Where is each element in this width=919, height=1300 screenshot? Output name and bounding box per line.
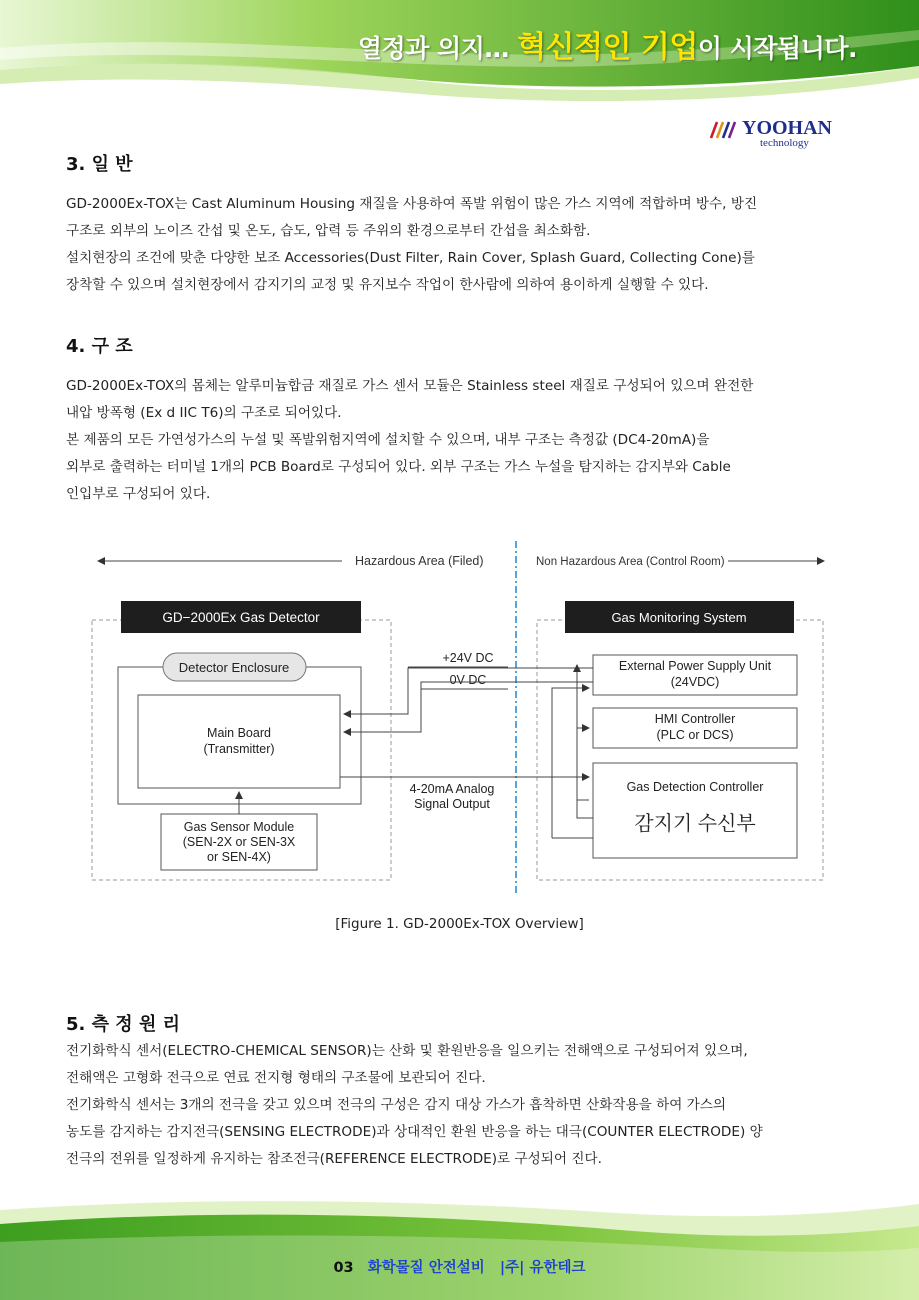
section-structure — [66, 332, 856, 508]
controller-power-arrow — [552, 688, 589, 838]
hazardous-area-label: Hazardous Area (Filed) — [355, 554, 484, 568]
paragraph-line: 전해액은 고형화 전극으로 연료 전지형 형태의 구조물에 보관되어 진다. — [66, 1070, 486, 1086]
overview-diagram — [80, 538, 840, 898]
paragraph-line: 전기화학식 센서는 3개의 전극을 갖고 있으며 전극의 구성은 감지 대상 가스가 흡착하면 산화작용을 하여 가스의 — [66, 1097, 727, 1113]
zero-v-label: 0V DC — [449, 673, 487, 687]
paragraph-line: 구조로 외부의 노이즈 간섭 및 온도, 습도, 압력 등 주위의 환경으로부터 간섭을 최소화함. — [66, 223, 591, 239]
paragraph-line: 전극의 전위를 일정하게 유지하는 참조전극(REFERENCE ELECTRODE)로 구성되어 진다. — [66, 1151, 602, 1167]
signal-output-label: 4-20mA Analog — [409, 782, 495, 796]
gas-controller-label: Gas Detection Controller — [626, 780, 764, 794]
slogan-highlight: 혁신적인 기업 — [517, 30, 698, 65]
paragraph-line: 장착할 수 있으며 설치현장에서 감지기의 교정 및 유지보수 작업이 한사람에 의하여 용이하게 실행할 수 있다. — [66, 277, 709, 293]
sensor-module-line: or SEN-4X) — [207, 850, 271, 864]
slogan-text: 열정과 의지… — [357, 34, 518, 63]
sensor-module-line: Gas Sensor Module — [183, 820, 295, 834]
monitoring-title: Gas Monitoring System — [611, 610, 747, 625]
figure-caption: [Figure 1. GD-2000Ex-TOX Overview] — [335, 916, 584, 932]
power-supply-voltage: (24VDC) — [670, 675, 720, 689]
logo-stripes-icon — [711, 122, 735, 138]
transmitter-label: (Transmitter) — [203, 742, 275, 756]
paragraph-line: 내압 방폭형 (Ex d IIC T6)의 구조로 되어있다. — [66, 405, 342, 421]
footer-text — [0, 1256, 919, 1277]
paragraph-line: 외부로 출력하는 터미널 1개의 PCB Board로 구성되어 있다. 외부 구조는 가스 누설을 탐지하는 감지부와 Cable — [66, 459, 731, 475]
paragraph-line: 농도를 감지하는 감지전극(SENSING ELECTRODE)과 상대적인 환원 반응을 하는 대극(COUNTER ELECTRODE) 양 — [66, 1124, 763, 1140]
section-general-title: 3. 일 반 — [66, 154, 133, 175]
detector-title: GD−2000Ex Gas Detector — [162, 610, 320, 625]
paragraph-line: 인입부로 구성되어 있다. — [66, 486, 211, 502]
section-principle-title: 5. 측 정 원 리 — [66, 1014, 180, 1035]
plus-24v-label: +24V DC — [442, 651, 494, 665]
footer-company: 화학물질 안전설비 |주| 유한테크 — [367, 1260, 586, 1276]
section-principle-body — [66, 1038, 856, 1173]
header-slogan — [358, 22, 857, 66]
page-number: 03 — [333, 1260, 354, 1276]
slogan-text-end: 이 시작됩니다. — [697, 34, 857, 63]
section-general-body — [66, 191, 856, 299]
page-footer — [0, 1190, 919, 1300]
paragraph-line: 전기화학식 센서(ELECTRO-CHEMICAL SENSOR)는 산화 및 환원반응을 일으키는 전해액으로 구성되어져 있으며, — [66, 1043, 748, 1059]
section-structure-title: 4. 구 조 — [66, 336, 133, 357]
signal-output-sub-label: Signal Output — [414, 797, 490, 811]
power-supply-label: External Power Supply Unit — [618, 659, 772, 673]
receiver-label: 감지기 수신부 — [634, 813, 756, 835]
page-header — [0, 0, 919, 110]
paragraph-line: 본 제품의 모든 가연성가스의 누설 및 폭발위험지역에 설치할 수 있으며, 내부 구조는 측정값 (DC4-20mA)을 — [66, 432, 710, 448]
gas-controller-box — [593, 763, 797, 858]
logo-wordmark: YOOHAN — [742, 117, 832, 139]
paragraph-line: 설치현장의 조건에 맞춘 다양한 보조 Accessories(Dust Filter, Rain Cover, Splash Guard, Collecting Cone)를 — [66, 250, 755, 266]
section-structure-body — [66, 373, 856, 508]
non-hazardous-area-label: Non Hazardous Area (Control Room) — [536, 556, 725, 568]
main-board-label: Main Board — [207, 726, 271, 740]
sensor-module-line: (SEN-2X or SEN-3X — [182, 835, 296, 849]
hmi-sub-label: (PLC or DCS) — [656, 728, 734, 742]
paragraph-line: GD-2000Ex-TOX의 몸체는 알루미늄합금 재질로 가스 센서 모듈은 Stainless steel 재질로 구성되어 있으며 완전한 — [66, 378, 754, 394]
section-general — [66, 150, 856, 299]
detector-enclosure-label: Detector Enclosure — [178, 660, 290, 675]
paragraph-line: GD-2000Ex-TOX는 Cast Aluminum Housing 재질을 사용하여 폭발 위험이 많은 가스 지역에 적합하며 방수, 방진 — [66, 196, 758, 212]
section-principle — [66, 1010, 856, 1173]
footer-wave-graphic — [0, 1190, 919, 1300]
company-logo — [708, 112, 853, 152]
hmi-label: HMI Controller — [654, 712, 736, 726]
logo-subtitle: technology — [760, 137, 809, 149]
